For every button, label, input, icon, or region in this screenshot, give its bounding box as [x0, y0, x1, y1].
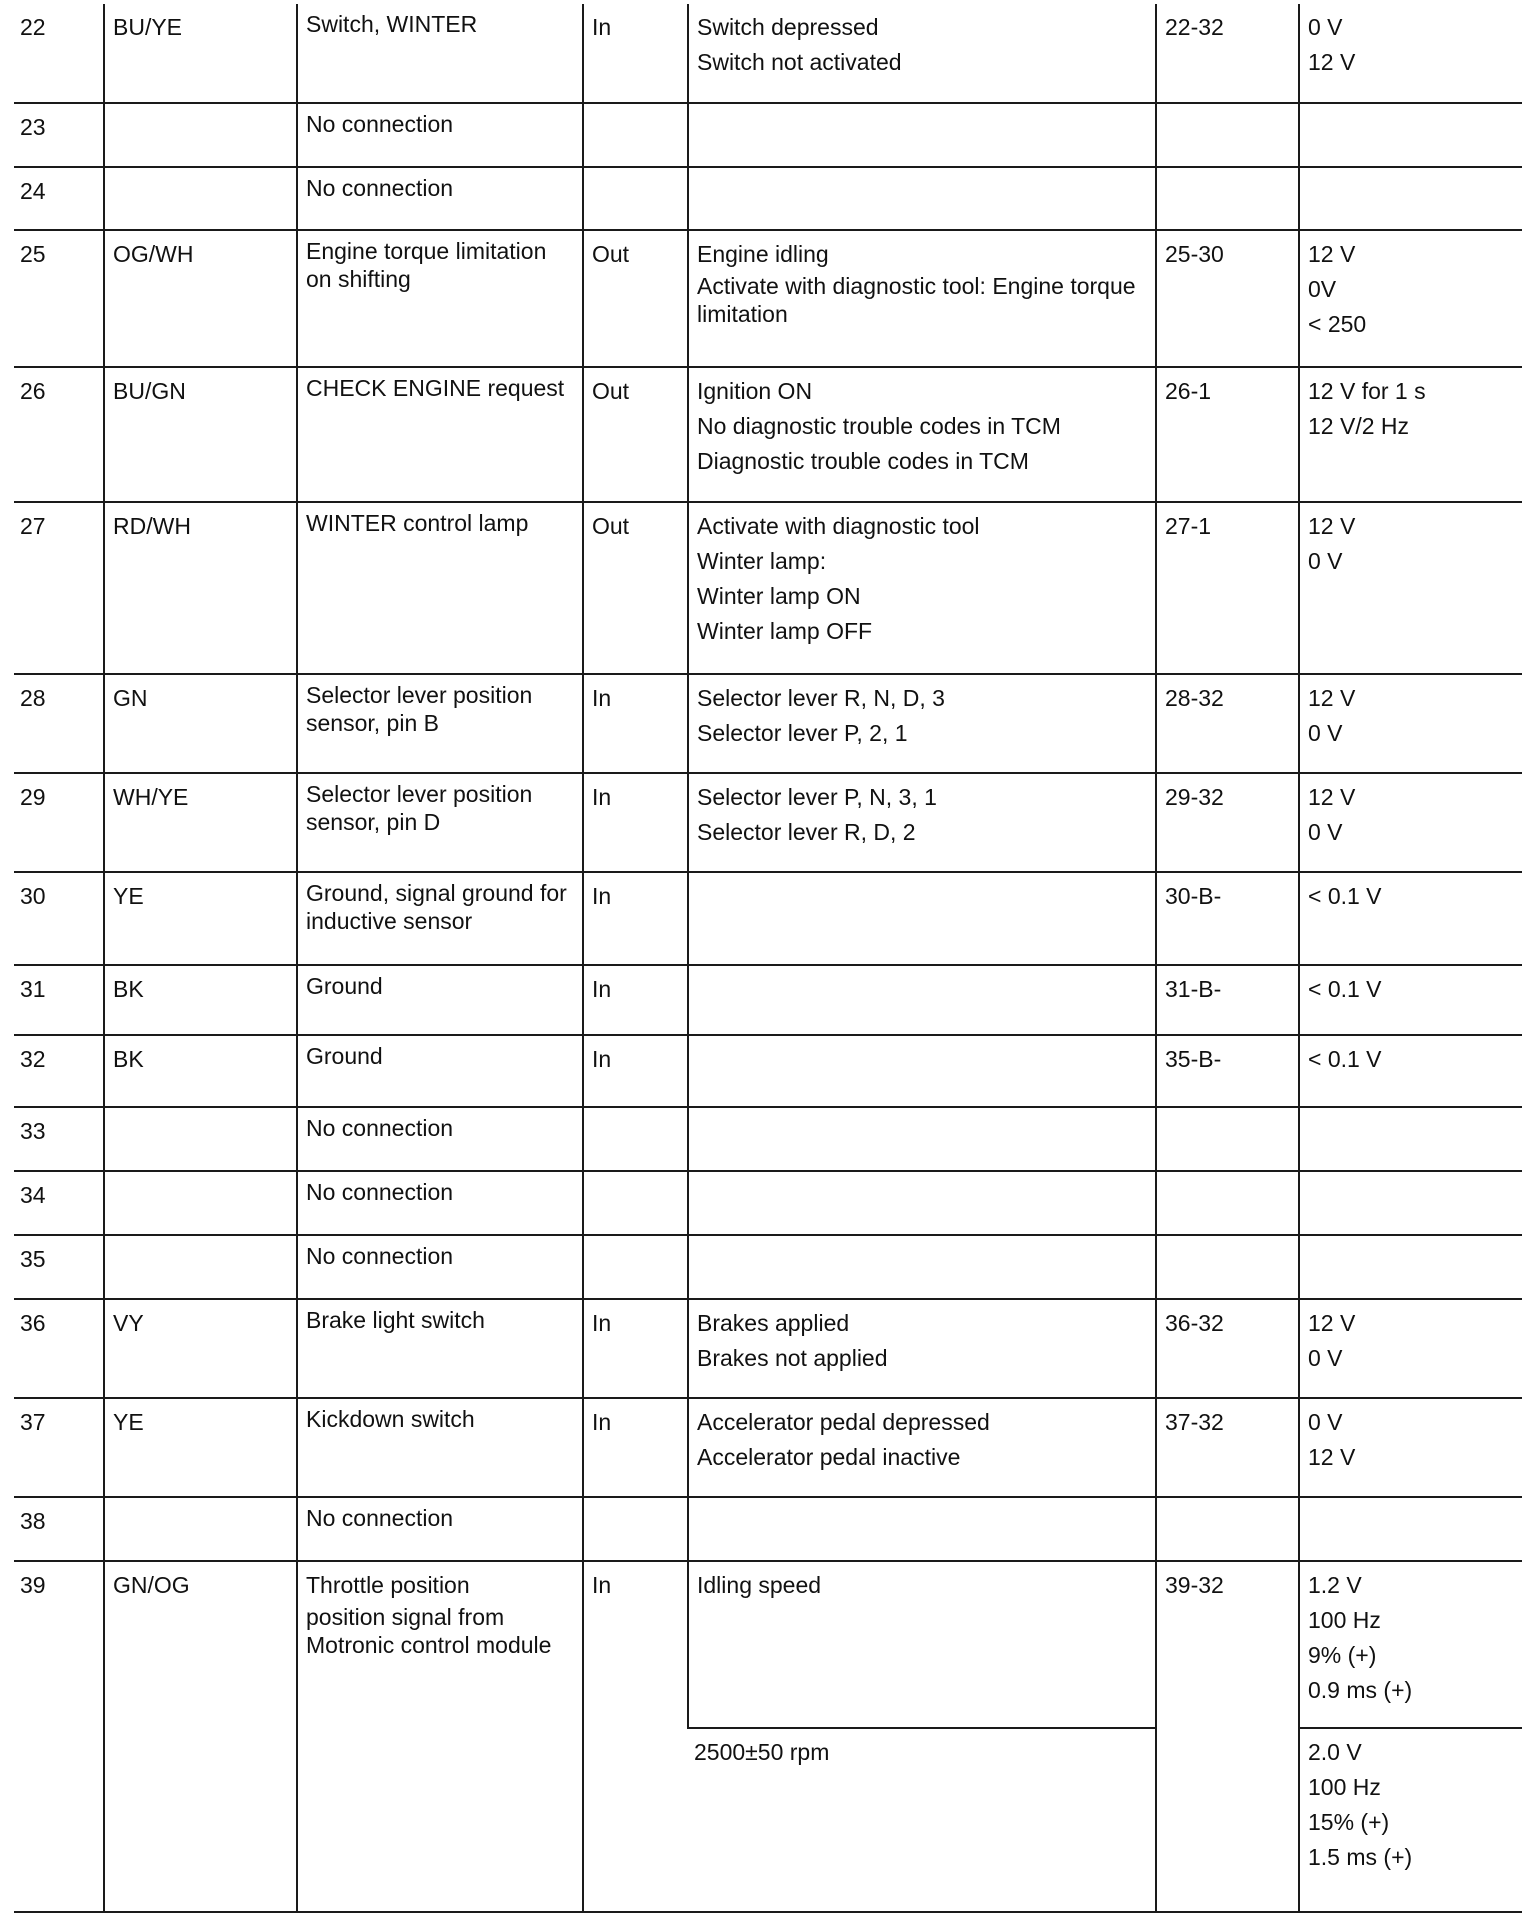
measure-points-cell: [1156, 1398, 1299, 1497]
value-cell: [1299, 773, 1522, 872]
value-text: < 0.1 V: [1308, 883, 1382, 909]
wire-color-cell: [104, 4, 297, 103]
value-cell: [1299, 1497, 1522, 1561]
measure-points: 36-32: [1165, 1310, 1224, 1336]
value-text: 12 V: [1308, 49, 1356, 75]
condition-text: Selector lever P, 2, 1: [697, 720, 908, 746]
value-cell: [1299, 502, 1522, 674]
wire-color-cell: [104, 1398, 297, 1497]
table-row: [14, 1035, 1522, 1107]
measure-points-cell: [1156, 367, 1299, 502]
pin-number: 29: [20, 784, 46, 810]
direction-cell: [583, 1497, 688, 1561]
condition-cell: [688, 1497, 1156, 1561]
value-cell: [1299, 965, 1522, 1035]
direction-cell: [583, 1235, 688, 1299]
measure-points-cell: [1156, 4, 1299, 103]
signal-direction: In: [592, 883, 612, 909]
condition-cell: [688, 1728, 1156, 1911]
condition-text: Activate with diagnostic tool: Engine torque limitation: [697, 273, 1136, 327]
value-text: 0V: [1308, 276, 1337, 302]
pin-number: 23: [20, 114, 46, 140]
pin-cell: [14, 103, 104, 167]
component-text: Brake light switch: [306, 1307, 485, 1333]
wire-color-cell: [104, 1235, 297, 1299]
component-text: Kickdown switch: [306, 1406, 475, 1432]
value-text: 1.5 ms (+): [1308, 1844, 1413, 1870]
component-text: Engine torque limitation on shifting: [306, 238, 547, 292]
pin-number: 26: [20, 378, 46, 404]
measure-points-cell: [1156, 1235, 1299, 1299]
value-cell: [1299, 1107, 1522, 1171]
wire-color-cell: [104, 103, 297, 167]
pin-table-document: [14, 4, 1522, 1911]
value-text: 0.9 ms (+): [1308, 1677, 1413, 1703]
pin-number: 27: [20, 513, 46, 539]
condition-cell: [688, 965, 1156, 1035]
condition-cell: [688, 367, 1156, 502]
component-cell: [297, 1561, 583, 1911]
condition-cell: [688, 4, 1156, 103]
value-text: 12 V: [1308, 685, 1356, 711]
condition-text: Accelerator pedal depressed: [697, 1409, 990, 1435]
direction-cell: [583, 502, 688, 674]
condition-cell: [688, 1107, 1156, 1171]
wire-color-cell: [104, 1299, 297, 1398]
value-text: < 250: [1308, 311, 1367, 337]
component-cell: [297, 965, 583, 1035]
component-text: Selector lever position sensor, pin D: [306, 781, 533, 835]
condition-text: Brakes applied: [697, 1310, 850, 1336]
value-cell: [1299, 1171, 1522, 1235]
value-cell: [1299, 367, 1522, 502]
signal-direction: In: [592, 1046, 612, 1072]
measure-points: 37-32: [1165, 1409, 1224, 1435]
pin-cell: [14, 1561, 104, 1911]
component-text: CHECK ENGINE request: [306, 375, 565, 401]
table-row: [14, 1107, 1522, 1171]
condition-text: Diagnostic trouble codes in TCM: [697, 448, 1029, 474]
pin-cell: [14, 1497, 104, 1561]
wire-color-cell: [104, 773, 297, 872]
wire-color: YE: [113, 883, 144, 909]
pin-number: 31: [20, 976, 46, 1002]
wire-color-cell: [104, 1107, 297, 1171]
direction-cell: [583, 103, 688, 167]
pin-cell: [14, 1107, 104, 1171]
component-cell: [297, 1107, 583, 1171]
component-cell: [297, 4, 583, 103]
component-cell: [297, 1398, 583, 1497]
component-cell: [297, 367, 583, 502]
wire-color-cell: [104, 1497, 297, 1561]
pin-number: 24: [20, 178, 46, 204]
direction-cell: [583, 1035, 688, 1107]
condition-text: Selector lever P, N, 3, 1: [697, 784, 937, 810]
component-cell: [297, 674, 583, 773]
table-row: [14, 103, 1522, 167]
value-cell: [1299, 1035, 1522, 1107]
pin-table: [14, 4, 1522, 1911]
measure-points-cell: [1156, 1299, 1299, 1398]
wire-color-cell: [104, 367, 297, 502]
pin-cell: [14, 367, 104, 502]
wire-color: GN/OG: [113, 1572, 190, 1598]
component-cell: [297, 1299, 583, 1398]
measure-points-cell: [1156, 1171, 1299, 1235]
table-row: [14, 367, 1522, 502]
condition-text: 2500±50 rpm: [694, 1739, 830, 1765]
wire-color-cell: [104, 1561, 297, 1911]
direction-cell: [583, 674, 688, 773]
condition-cell: [688, 502, 1156, 674]
condition-cell: [688, 1235, 1156, 1299]
condition-text: Winter lamp OFF: [697, 618, 873, 644]
component-cell: [297, 230, 583, 367]
component-text: No connection: [306, 1115, 454, 1141]
signal-direction: In: [592, 1409, 612, 1435]
wire-color: OG/WH: [113, 241, 194, 267]
value-cell: [1299, 1561, 1522, 1728]
measure-points-cell: [1156, 230, 1299, 367]
wire-color: BU/YE: [113, 14, 183, 40]
wire-color: YE: [113, 1409, 144, 1435]
component-text: Switch, WINTER: [306, 11, 478, 37]
condition-text: Winter lamp ON: [697, 583, 861, 609]
wire-color-cell: [104, 167, 297, 230]
direction-cell: [583, 1171, 688, 1235]
condition-cell: [688, 103, 1156, 167]
condition-text: Engine idling: [697, 241, 829, 267]
value-text: 100 Hz: [1308, 1607, 1381, 1633]
value-text: 12 V/2 Hz: [1308, 413, 1409, 439]
value-text: < 0.1 V: [1308, 976, 1382, 1002]
table-row: [14, 872, 1522, 965]
value-cell: [1299, 1728, 1522, 1911]
table-row: [14, 1497, 1522, 1561]
measure-points-cell: [1156, 1497, 1299, 1561]
table-row: [14, 167, 1522, 230]
value-text: 12 V: [1308, 241, 1356, 267]
table-row: [14, 1235, 1522, 1299]
measure-points-cell: [1156, 1561, 1299, 1911]
value-text: 0 V: [1308, 14, 1343, 40]
value-text: 12 V: [1308, 784, 1356, 810]
pin-number: 37: [20, 1409, 46, 1435]
pin-cell: [14, 1299, 104, 1398]
signal-direction: Out: [592, 241, 630, 267]
pin-number: 34: [20, 1182, 46, 1208]
pin-table-body: [14, 4, 1522, 1911]
signal-direction: In: [592, 685, 612, 711]
direction-cell: [583, 1561, 688, 1911]
component-text: No connection: [306, 1243, 454, 1269]
component-text: Ground, signal ground for inductive sensor: [306, 880, 567, 934]
measure-points-cell: [1156, 1035, 1299, 1107]
direction-cell: [583, 367, 688, 502]
measure-points-cell: [1156, 167, 1299, 230]
wire-color: RD/WH: [113, 513, 191, 539]
value-cell: [1299, 4, 1522, 103]
wire-color-cell: [104, 1035, 297, 1107]
signal-direction: In: [592, 784, 612, 810]
value-text: < 0.1 V: [1308, 1046, 1382, 1072]
wire-color: BK: [113, 976, 144, 1002]
pin-cell: [14, 1035, 104, 1107]
value-text: 0 V: [1308, 819, 1343, 845]
signal-direction: In: [592, 1572, 612, 1598]
value-text: 0 V: [1308, 1345, 1343, 1371]
direction-cell: [583, 773, 688, 872]
component-cell: [297, 1171, 583, 1235]
condition-cell: [688, 230, 1156, 367]
pin-cell: [14, 674, 104, 773]
direction-cell: [583, 965, 688, 1035]
component-cell: [297, 167, 583, 230]
wire-color-cell: [104, 965, 297, 1035]
table-row: [14, 502, 1522, 674]
value-cell: [1299, 1235, 1522, 1299]
condition-cell: [688, 1561, 1156, 1728]
component-text: No connection: [306, 175, 454, 201]
component-text: No connection: [306, 1179, 454, 1205]
condition-text: Selector lever R, N, D, 3: [697, 685, 945, 711]
value-cell: [1299, 872, 1522, 965]
condition-text: Switch depressed: [697, 14, 879, 40]
component-cell: [297, 1035, 583, 1107]
measure-points: 25-30: [1165, 241, 1224, 267]
pin-number: 25: [20, 241, 46, 267]
condition-cell: [688, 167, 1156, 230]
table-row: [14, 4, 1522, 103]
value-text: 12 V: [1308, 513, 1356, 539]
condition-text: No diagnostic trouble codes in TCM: [697, 413, 1061, 439]
pin-cell: [14, 1171, 104, 1235]
wire-color: VY: [113, 1310, 144, 1336]
measure-points-cell: [1156, 965, 1299, 1035]
measure-points: 31-B-: [1165, 976, 1222, 1002]
signal-direction: Out: [592, 513, 630, 539]
pin-cell: [14, 230, 104, 367]
value-cell: [1299, 1398, 1522, 1497]
wire-color: BK: [113, 1046, 144, 1072]
condition-cell: [688, 1035, 1156, 1107]
wire-color: WH/YE: [113, 784, 189, 810]
component-cell: [297, 502, 583, 674]
condition-text: Switch not activated: [697, 49, 902, 75]
condition-text: Selector lever R, D, 2: [697, 819, 916, 845]
direction-cell: [583, 1299, 688, 1398]
value-cell: [1299, 167, 1522, 230]
pin-number: 30: [20, 883, 46, 909]
component-text: Ground: [306, 973, 383, 999]
pin-number: 33: [20, 1118, 46, 1144]
condition-cell: [688, 1398, 1156, 1497]
measure-points-cell: [1156, 872, 1299, 965]
direction-cell: [583, 230, 688, 367]
wire-color-cell: [104, 872, 297, 965]
measure-points-cell: [1156, 674, 1299, 773]
table-row: [14, 773, 1522, 872]
direction-cell: [583, 1107, 688, 1171]
measure-points: 30-B-: [1165, 883, 1222, 909]
pin-number: 32: [20, 1046, 46, 1072]
component-text: Throttle position: [306, 1572, 470, 1598]
condition-text: Idling speed: [697, 1572, 822, 1598]
direction-cell: [583, 167, 688, 230]
value-cell: [1299, 674, 1522, 773]
pin-number: 36: [20, 1310, 46, 1336]
condition-cell: [688, 674, 1156, 773]
pin-cell: [14, 965, 104, 1035]
signal-direction: In: [592, 1310, 612, 1336]
value-text: 2.0 V: [1308, 1739, 1362, 1765]
measure-points: 26-1: [1165, 378, 1212, 404]
component-text: Selector lever position sensor, pin B: [306, 682, 533, 736]
pin-cell: [14, 1235, 104, 1299]
measure-points-cell: [1156, 502, 1299, 674]
component-cell: [297, 1235, 583, 1299]
table-row: [14, 1299, 1522, 1398]
value-cell: [1299, 103, 1522, 167]
direction-cell: [583, 4, 688, 103]
measure-points-cell: [1156, 103, 1299, 167]
pin-number: 35: [20, 1246, 46, 1272]
component-cell: [297, 103, 583, 167]
value-cell: [1299, 230, 1522, 367]
measure-points-cell: [1156, 1107, 1299, 1171]
pin-number: 22: [20, 14, 46, 40]
value-cell: [1299, 1299, 1522, 1398]
condition-text: Accelerator pedal inactive: [697, 1444, 961, 1470]
component-text: No connection: [306, 1505, 454, 1531]
wire-color: GN: [113, 685, 148, 711]
table-row: [14, 674, 1522, 773]
measure-points-cell: [1156, 773, 1299, 872]
measure-points: 35-B-: [1165, 1046, 1222, 1072]
measure-points: 27-1: [1165, 513, 1212, 539]
pin-cell: [14, 502, 104, 674]
table-row: [14, 230, 1522, 367]
table-row: [14, 1171, 1522, 1235]
value-text: 100 Hz: [1308, 1774, 1381, 1800]
direction-cell: [583, 1398, 688, 1497]
condition-cell: [688, 773, 1156, 872]
table-row: [14, 1398, 1522, 1497]
condition-text: Ignition ON: [697, 378, 813, 404]
condition-text: Brakes not applied: [697, 1345, 888, 1371]
condition-text: Winter lamp:: [697, 548, 827, 574]
condition-cell: [688, 1171, 1156, 1235]
pin-number: 38: [20, 1508, 46, 1534]
component-cell: [297, 773, 583, 872]
wire-color-cell: [104, 674, 297, 773]
measure-points: 28-32: [1165, 685, 1224, 711]
table-row: [14, 965, 1522, 1035]
wire-color-cell: [104, 502, 297, 674]
wire-color: BU/GN: [113, 378, 186, 404]
wire-color-cell: [104, 230, 297, 367]
value-text: 0 V: [1308, 1409, 1343, 1435]
table-row: [14, 1561, 1522, 1728]
component-text: position signal from Motronic control module: [306, 1604, 552, 1658]
value-text: 12 V for 1 s: [1308, 378, 1426, 404]
value-text: 1.2 V: [1308, 1572, 1362, 1598]
pin-number: 39: [20, 1572, 46, 1598]
value-text: 0 V: [1308, 720, 1343, 746]
measure-points: 39-32: [1165, 1572, 1224, 1598]
value-text: 12 V: [1308, 1444, 1356, 1470]
wire-color-cell: [104, 1171, 297, 1235]
condition-cell: [688, 1299, 1156, 1398]
component-text: No connection: [306, 111, 454, 137]
measure-points: 22-32: [1165, 14, 1224, 40]
signal-direction: In: [592, 976, 612, 1002]
pin-cell: [14, 1398, 104, 1497]
condition-cell: [688, 872, 1156, 965]
signal-direction: In: [592, 14, 612, 40]
component-text: WINTER control lamp: [306, 510, 529, 536]
pin-number: 28: [20, 685, 46, 711]
component-text: Ground: [306, 1043, 383, 1069]
condition-text: Activate with diagnostic tool: [697, 513, 980, 539]
pin-cell: [14, 4, 104, 103]
value-text: 0 V: [1308, 548, 1343, 574]
value-text: 15% (+): [1308, 1809, 1390, 1835]
pin-cell: [14, 167, 104, 230]
measure-points: 29-32: [1165, 784, 1224, 810]
pin-cell: [14, 773, 104, 872]
value-text: 12 V: [1308, 1310, 1356, 1336]
component-cell: [297, 1497, 583, 1561]
signal-direction: Out: [592, 378, 630, 404]
direction-cell: [583, 872, 688, 965]
pin-cell: [14, 872, 104, 965]
value-text: 9% (+): [1308, 1642, 1377, 1668]
component-cell: [297, 872, 583, 965]
